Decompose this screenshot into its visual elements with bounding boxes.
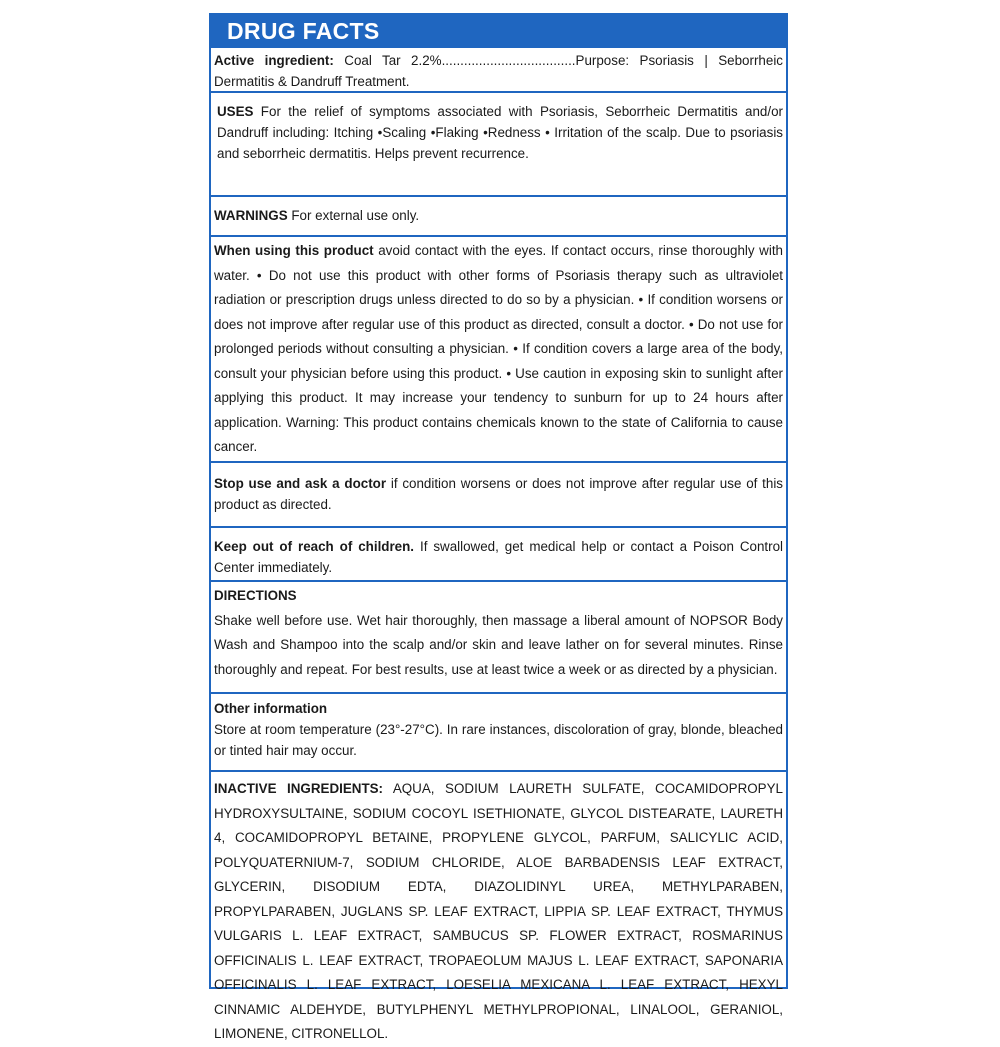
- when-using-text: avoid contact with the eyes. If contact occurs, rinse thoroughly with water. • Do not use this product with other forms of Psoriasis therapy such as ultraviolet radiation or prescription drugs unless directed to do so by a physician. • If condition worsens or does not improve after regular use of this product as directed, consult a doctor. • Do not use for prolonged periods without consulting a physician. • If condition covers a large area of the body, consult your physician before using this product. • Use caution in exposing skin to sunlight after applying this product. It may increase your tendency to sunburn for up to 24 hours after application. Warning: This product contains chemicals known to the state of California to cause cancer.: [214, 243, 783, 454]
- inactive-ingredients-text: AQUA, SODIUM LAURETH SULFATE, COCAMIDOPROPYL HYDROXYSULTAINE, SODIUM COCOYL ISETHIONATE, GLYCOL DISTEARATE, LAURETH 4, COCAMIDOPROPYL BETAINE, PROPYLENE GLYCOL, PARFUM, SALICYLIC ACID, POLYQUATERNIUM-7, SODIUM CHLORIDE, ALOE BARBADENSIS LEAF EXTRACT, GLYCERIN, DISODIUM EDTA, DIAZOLIDINYL UREA, METHYLPARABEN, PROPYLPARABEN, JUGLANS SP. LEAF EXTRACT, LIPPIA SP. LEAF EXTRACT, THYMUS VULGARIS L. LEAF EXTRACT, SAMBUCUS SP. FLOWER EXTRACT, ROSMARINUS OFFICINALIS L. LEAF EXTRACT, TROPAEOLUM MAJUS L. LEAF EXTRACT, SAPONARIA OFFICINALIS L. LEAF EXTRACT, LOESELIA MEXICANA L. LEAF EXTRACT, HEXYL CINNAMIC ALDEHYDE, BUTYLPHENYL METHYLPROPIONAL, LINALOOL, GERANIOL, LIMONENE, CITRONELLOL.: [214, 781, 783, 1041]
- warnings-text: For external use only.: [287, 208, 420, 223]
- inactive-ingredients-section: [211, 772, 786, 1041]
- directions-text: Shake well before use. Wet hair thoroughly, then massage a liberal amount of NOPSOR Body Wash and Shampoo into the scalp and/or skin and leave lather on for several minutes. Rinse thoroughly and repeat. For best results, use at least twice a week or as directed by a physician.: [214, 612, 783, 677]
- stop-use-label: Stop use and ask a doctor: [214, 476, 387, 491]
- when-using-label: When using this product: [214, 243, 374, 258]
- active-ingredient-label: Active ingredient:: [214, 53, 334, 68]
- stop-use-text: if condition worsens or does not improve after regular use of this product as directed.: [214, 476, 783, 512]
- active-ingredient-text: Coal Tar 2.2%....................................Purpose: Psoriasis | Seborrheic Dermatitis & Dandruff Treatment.: [214, 53, 783, 89]
- drug-facts-title: DRUG FACTS: [211, 15, 786, 48]
- other-information-section: [211, 694, 786, 772]
- keep-out-section: [211, 528, 786, 582]
- drug-facts-panel: [209, 13, 788, 1041]
- when-using-section: [211, 237, 786, 463]
- uses-label: USES: [217, 104, 254, 119]
- stop-use-section: [211, 463, 786, 528]
- inactive-ingredients-label: INACTIVE INGREDIENTS:: [214, 781, 384, 796]
- keep-out-label: Keep out of reach of children.: [214, 539, 415, 554]
- warnings-label: WARNINGS: [214, 208, 288, 223]
- keep-out-text: If swallowed, get medical help or contact a Poison Control Center immediately.: [214, 539, 784, 575]
- other-information-text: Store at room temperature (23°-27°C). In rare instances, discoloration of gray, blonde, bleached or tinted hair may occur.: [214, 722, 783, 758]
- uses-section: [211, 93, 786, 197]
- directions-section: [211, 582, 786, 694]
- directions-heading: DIRECTIONS: [214, 588, 297, 603]
- uses-text: For the relief of symptoms associated with Psoriasis, Seborrheic Dermatitis and/or Dandruff including: Itching •Scaling •Flaking •Redness • Irritation of the scalp. Due to psoriasis and seborrheic dermatitis. Helps prevent recurrence.: [217, 104, 783, 161]
- warnings-section: [211, 197, 786, 237]
- active-ingredient-section: [211, 48, 786, 93]
- other-information-heading: Other information: [214, 701, 328, 716]
